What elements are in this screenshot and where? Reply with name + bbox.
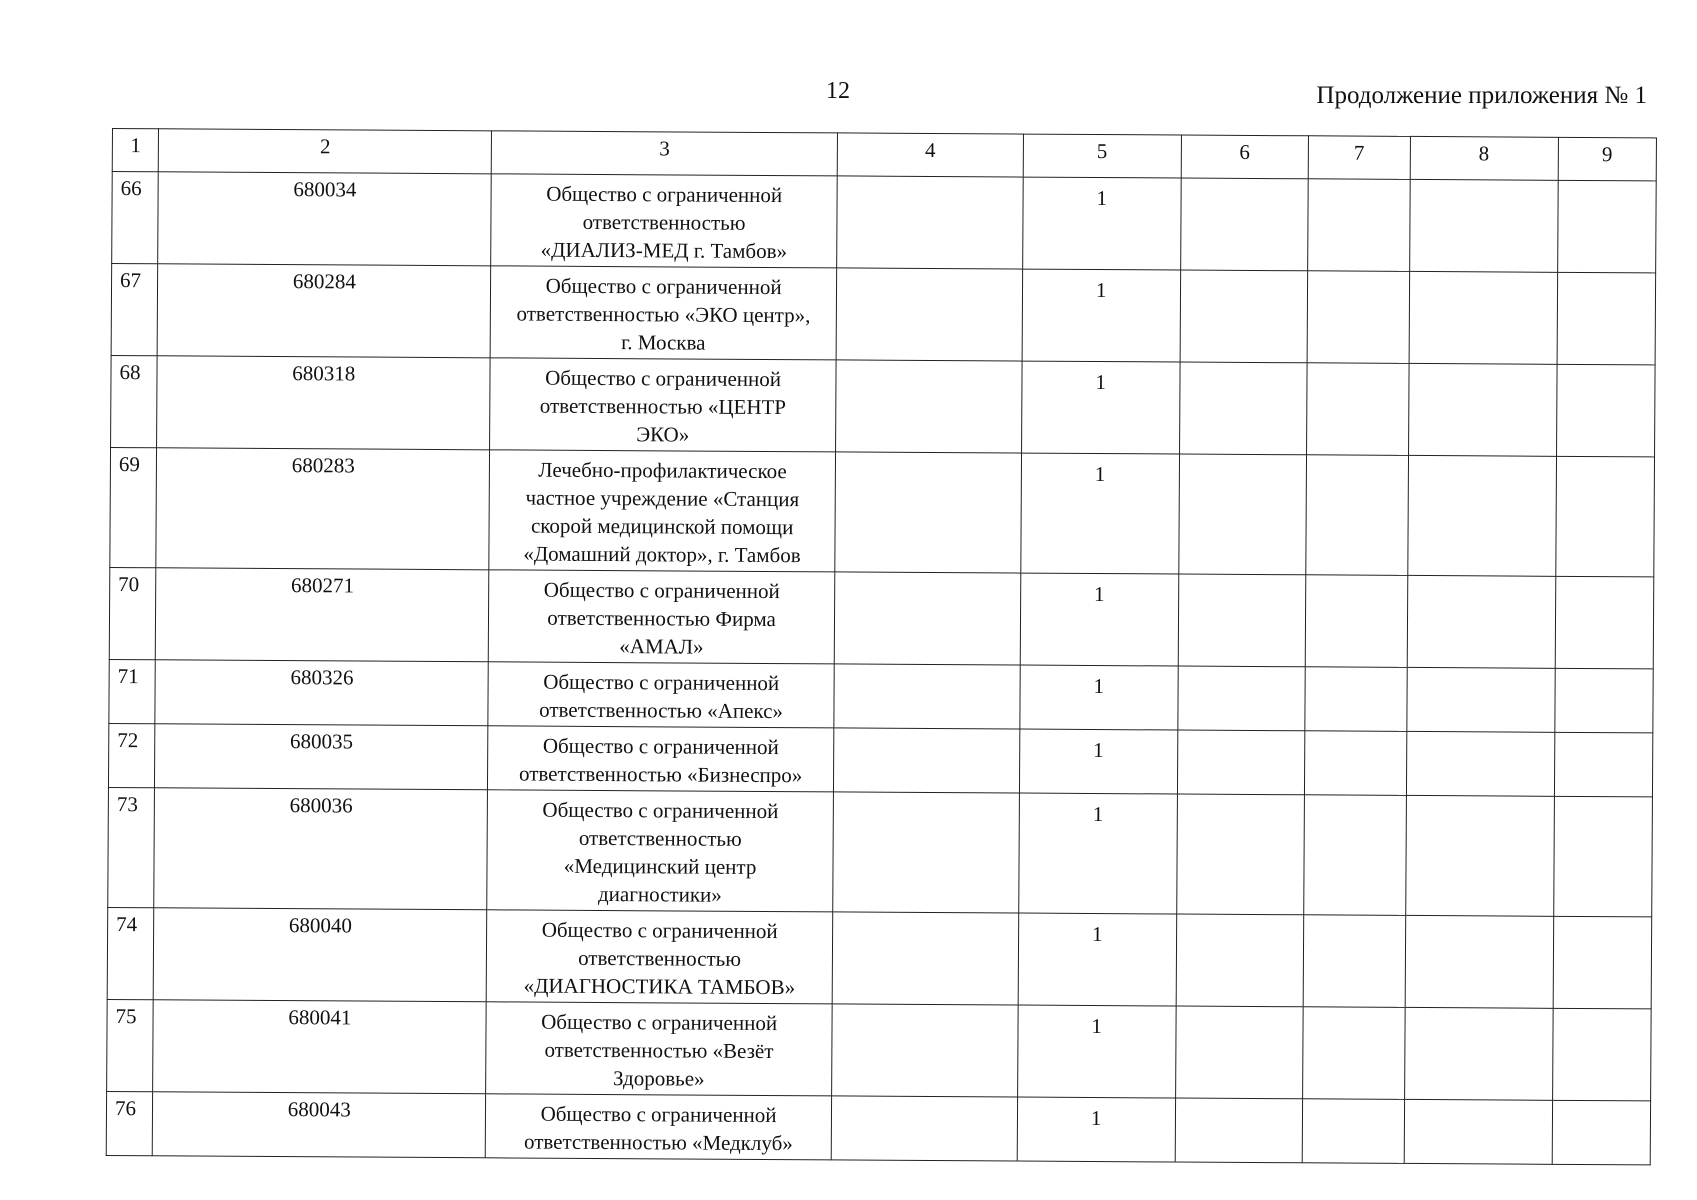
column-5-cell: 1 bbox=[1021, 361, 1179, 454]
row-number-cell: 66 bbox=[112, 172, 159, 264]
column-9-cell bbox=[1555, 576, 1654, 669]
column-5-cell: 1 bbox=[1022, 269, 1180, 362]
column-7-cell bbox=[1305, 667, 1407, 732]
page-number: 12 bbox=[826, 78, 850, 104]
column-6-cell bbox=[1175, 1006, 1303, 1099]
column-4-cell bbox=[833, 728, 1019, 793]
organization-name-cell bbox=[489, 450, 835, 572]
organization-name-line: г. Москва bbox=[621, 330, 706, 355]
column-4-cell bbox=[836, 268, 1022, 361]
row-number-cell: 72 bbox=[108, 723, 155, 787]
organization-name-line: ответственностью «Медклуб» bbox=[523, 1129, 793, 1156]
column-number: 5 bbox=[1023, 134, 1181, 178]
table-row bbox=[108, 723, 1652, 796]
code-cell: 680040 bbox=[154, 908, 487, 1002]
column-6-cell bbox=[1178, 574, 1306, 667]
column-6-cell bbox=[1177, 730, 1305, 795]
column-4-cell bbox=[833, 792, 1020, 913]
column-9-cell bbox=[1554, 668, 1653, 733]
column-7-cell bbox=[1303, 1007, 1405, 1100]
column-5-cell: 1 bbox=[1022, 177, 1180, 270]
column-6-cell bbox=[1179, 362, 1307, 455]
table-row bbox=[107, 907, 1652, 1008]
registry-table-container bbox=[106, 128, 1657, 1165]
column-number: 2 bbox=[159, 129, 492, 174]
organization-name-line: Общество с ограниченной bbox=[541, 917, 778, 944]
code-cell: 680271 bbox=[156, 568, 489, 662]
column-9-cell bbox=[1552, 1100, 1651, 1165]
row-number-cell: 71 bbox=[109, 659, 156, 723]
organization-name-line: «ДИАЛИЗ-МЕД г. Тамбов» bbox=[540, 237, 788, 264]
column-4-cell bbox=[836, 360, 1022, 453]
organization-name-line: ответственностью bbox=[578, 945, 742, 971]
organization-name-cell bbox=[485, 1094, 831, 1160]
continuation-label: Продолжение приложения № 1 bbox=[1316, 82, 1647, 109]
column-7-cell bbox=[1302, 1099, 1404, 1164]
organization-name-cell bbox=[486, 1002, 832, 1096]
code-cell: 680036 bbox=[154, 788, 488, 910]
table-row bbox=[109, 567, 1654, 668]
row-number-cell: 69 bbox=[110, 447, 157, 567]
column-6-cell bbox=[1175, 1098, 1303, 1163]
column-number: 7 bbox=[1308, 136, 1410, 180]
column-7-cell bbox=[1303, 915, 1405, 1008]
row-number-cell: 76 bbox=[106, 1091, 153, 1155]
row-number-cell: 75 bbox=[107, 999, 154, 1091]
column-4-cell bbox=[831, 1096, 1017, 1161]
organization-name-line: Общество с ограниченной bbox=[542, 733, 779, 760]
column-5-cell: 1 bbox=[1019, 729, 1177, 794]
organization-name-line: Общество с ограниченной bbox=[540, 1101, 777, 1128]
organization-name-cell bbox=[488, 726, 834, 792]
organization-name-line: «Медицинский центр bbox=[563, 853, 757, 879]
column-4-cell bbox=[832, 912, 1018, 1005]
organization-name-line: ответственностью «ЭКО центр», bbox=[516, 301, 811, 328]
organization-name-line: «Домашний доктор», г. Тамбов bbox=[523, 541, 801, 568]
column-7-cell bbox=[1304, 731, 1406, 796]
table-row bbox=[112, 172, 1657, 273]
organization-name-line: ответственностью «Апекс» bbox=[539, 697, 784, 724]
organization-name-cell bbox=[486, 910, 832, 1004]
column-7-cell bbox=[1304, 795, 1406, 916]
code-cell: 680283 bbox=[156, 448, 490, 570]
organization-name-line: Общество с ограниченной bbox=[541, 1009, 778, 1036]
column-5-cell: 1 bbox=[1021, 453, 1179, 574]
row-number-cell: 67 bbox=[111, 264, 158, 356]
column-number: 1 bbox=[112, 129, 159, 172]
row-number-cell: 74 bbox=[107, 907, 154, 999]
column-6-cell bbox=[1178, 454, 1306, 575]
column-6-cell bbox=[1180, 178, 1308, 271]
column-5-cell: 1 bbox=[1019, 793, 1177, 914]
column-4-cell bbox=[835, 452, 1022, 573]
row-number-cell: 70 bbox=[109, 567, 156, 659]
column-9-cell bbox=[1553, 796, 1652, 917]
organization-name-cell bbox=[490, 266, 836, 360]
column-6-cell bbox=[1180, 270, 1308, 363]
column-7-cell bbox=[1307, 363, 1409, 456]
table-row bbox=[111, 355, 1656, 456]
organization-name-line: Общество с ограниченной bbox=[545, 365, 782, 392]
column-8-cell bbox=[1404, 1007, 1553, 1100]
column-8-cell bbox=[1409, 271, 1558, 364]
column-8-cell bbox=[1408, 363, 1557, 456]
column-9-cell bbox=[1554, 732, 1653, 797]
table-row bbox=[107, 999, 1652, 1100]
organization-name-cell bbox=[488, 570, 834, 664]
column-number: 6 bbox=[1181, 135, 1309, 179]
column-9-cell bbox=[1557, 180, 1656, 273]
column-number: 8 bbox=[1410, 136, 1558, 180]
row-number-cell: 73 bbox=[108, 787, 155, 907]
column-7-cell bbox=[1305, 575, 1407, 668]
column-9-cell bbox=[1556, 364, 1655, 457]
registry-table bbox=[106, 128, 1657, 1165]
column-5-cell: 1 bbox=[1017, 1005, 1175, 1098]
organization-name-cell bbox=[491, 174, 837, 268]
organization-name-line: Лечебно-профилактическое bbox=[538, 457, 787, 484]
column-8-cell bbox=[1406, 731, 1554, 796]
code-cell: 680318 bbox=[157, 356, 490, 450]
organization-name-line: диагностики» bbox=[597, 881, 722, 907]
table-body bbox=[106, 129, 1656, 1165]
row-number-cell: 68 bbox=[111, 355, 158, 447]
table-row bbox=[111, 264, 1656, 365]
table-row bbox=[108, 787, 1653, 916]
organization-name-line: ЭКО» bbox=[636, 422, 690, 447]
column-8-cell bbox=[1404, 1099, 1552, 1164]
organization-name-line: «АМАЛ» bbox=[619, 634, 704, 659]
column-8-cell bbox=[1405, 795, 1554, 916]
column-8-cell bbox=[1407, 575, 1556, 668]
organization-name-line: ответственностью bbox=[578, 825, 742, 851]
organization-name-line: ответственностью «Бизнеспро» bbox=[518, 761, 803, 788]
organization-name-line: Общество с ограниченной bbox=[546, 181, 783, 208]
code-cell: 680326 bbox=[155, 660, 488, 726]
column-7-cell bbox=[1308, 179, 1410, 272]
organization-name-line: скорой медицинской помощи bbox=[530, 513, 794, 540]
organization-name-line: Общество с ограниченной bbox=[543, 669, 780, 696]
column-4-cell bbox=[832, 1004, 1018, 1097]
code-cell: 680035 bbox=[155, 724, 488, 790]
column-9-cell bbox=[1552, 1008, 1651, 1101]
column-5-cell: 1 bbox=[1020, 573, 1178, 666]
organization-name-line: частное учреждение «Станция bbox=[525, 485, 800, 512]
column-number: 4 bbox=[837, 133, 1023, 177]
organization-name-cell bbox=[488, 662, 834, 728]
column-4-cell bbox=[834, 664, 1020, 729]
column-5-cell: 1 bbox=[1018, 913, 1176, 1006]
organization-name-line: ответственностью «Везёт bbox=[544, 1037, 774, 1064]
table-row bbox=[109, 659, 1653, 732]
column-6-cell bbox=[1177, 666, 1305, 731]
column-8-cell bbox=[1409, 179, 1558, 272]
column-8-cell bbox=[1406, 667, 1554, 732]
organization-name-line: ответственностью Фирма bbox=[547, 605, 776, 632]
column-number: 3 bbox=[491, 131, 837, 176]
column-4-cell bbox=[837, 176, 1023, 269]
column-7-cell bbox=[1306, 455, 1408, 576]
column-4-cell bbox=[834, 572, 1020, 665]
table-row bbox=[110, 447, 1655, 576]
column-9-cell bbox=[1557, 272, 1656, 365]
column-6-cell bbox=[1176, 914, 1304, 1007]
organization-name-line: Общество с ограниченной bbox=[542, 797, 779, 824]
column-7-cell bbox=[1307, 271, 1409, 364]
column-8-cell bbox=[1405, 915, 1554, 1008]
column-8-cell bbox=[1407, 455, 1556, 576]
column-9-cell bbox=[1553, 916, 1652, 1009]
code-cell: 680041 bbox=[153, 1000, 486, 1094]
organization-name-line: «ДИАГНОСТИКА ТАМБОВ» bbox=[523, 973, 796, 1000]
organization-name-cell bbox=[490, 358, 836, 452]
column-9-cell bbox=[1555, 456, 1654, 577]
column-5-cell: 1 bbox=[1020, 665, 1178, 730]
column-number: 9 bbox=[1558, 137, 1657, 181]
column-5-cell: 1 bbox=[1017, 1097, 1175, 1162]
code-cell: 680034 bbox=[158, 172, 491, 266]
code-cell: 680043 bbox=[153, 1092, 486, 1158]
organization-name-line: ответственностью bbox=[582, 209, 746, 235]
organization-name-line: Общество с ограниченной bbox=[543, 577, 780, 604]
organization-name-line: Здоровье» bbox=[612, 1066, 705, 1091]
organization-name-line: ответственностью «ЦЕНТР bbox=[539, 393, 787, 420]
code-cell: 680284 bbox=[158, 264, 491, 358]
column-6-cell bbox=[1176, 794, 1304, 915]
organization-name-cell bbox=[487, 790, 833, 912]
organization-name-line: Общество с ограниченной bbox=[545, 273, 782, 300]
table-row bbox=[106, 1091, 1650, 1164]
